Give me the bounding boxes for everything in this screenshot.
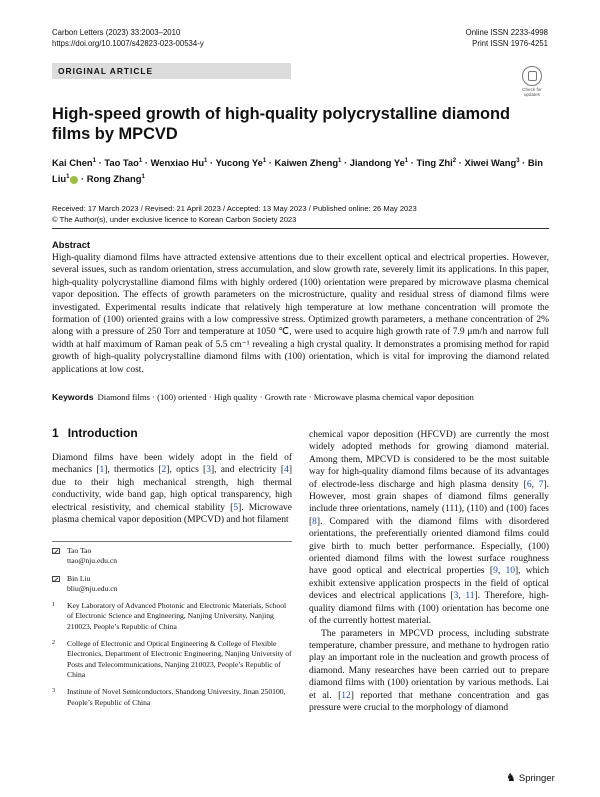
contact-email[interactable]: bliu@nju.edu.cn — [67, 583, 118, 593]
corresponding-author — [52, 546, 292, 567]
author-name: Kai Chen — [52, 157, 93, 169]
orcid-icon[interactable] — [70, 176, 78, 184]
abstract-heading: Abstract — [52, 239, 91, 250]
affiliation-marker: 1 — [138, 158, 143, 164]
affiliation-text: Key Laboratory of Advanced Photonic and Electronic Materials, School of Electronic Science and Engineering, Nanjing University, Nanjing 210023, People’s Republic of China — [67, 601, 287, 631]
citation-link[interactable]: 10 — [505, 566, 515, 577]
section-title: Introduction — [67, 426, 138, 440]
publisher-logo — [506, 771, 555, 784]
header-divider — [52, 228, 549, 229]
envelope-icon — [52, 576, 60, 582]
citation-link[interactable]: 6 — [526, 479, 532, 490]
affiliation — [52, 639, 292, 680]
author-name: Yucong Ye — [215, 157, 263, 169]
citation-link[interactable]: 5 — [233, 502, 239, 513]
affiliation-text: Institute of Novel Semiconductors, Shandong University, Jinan 250100, People’s Republic of China — [67, 687, 286, 707]
affiliation-marker: 1 — [338, 158, 342, 164]
running-header-left — [52, 27, 204, 49]
intro-paragraph-1: chemical vapor deposition (HFCVD) are currently the most widely adopted methods for growing diamond material. Among them, MPCVD is considered to be the most suitable way for high-quality diamond films because of its advantages of electrode-less discharge and high plasma density [6, 7]. However, most grain shapes of diamond films generally include three orientations, namely (111), (110) and (100) faces [8]. Compared with the diamond films with disordered orientations, the preferentially oriented diamond films could give birth to much better performance. Especially, (100) oriented diamond films with the lowest surface roughness have good optical and electrical properties [9, 10], which exhibit extensive application prospects in the field of optical devices and electrical applications [3, 11]. Therefore, high-quality diamond films with (100) orientation has become one of the currently hottest material. — [309, 430, 550, 627]
citation-link[interactable]: 3 — [453, 591, 459, 602]
author-name: Xiwei Wang — [464, 157, 517, 169]
citation-link[interactable]: 7 — [538, 479, 544, 490]
affiliation-text: College of Electronic and Optical Engineering & College of Flexible Electronics, Department of Electronic Engineering, Nanjing University of Posts and Telecommunications, Nanjing 210023, People’s Republic of China — [67, 639, 292, 679]
copyright-line: © The Author(s), under exclusive licence to Korean Carbon Society 2023 — [52, 215, 297, 224]
citation-link[interactable]: 2 — [161, 465, 167, 476]
author-name: Ting Zhi — [416, 157, 453, 169]
citation-link[interactable]: 9 — [493, 566, 498, 577]
affiliation-marker: 1 — [92, 158, 96, 164]
journal-citation: Carbon Letters (2023) 33:2003–2010 — [52, 28, 181, 37]
article-dates — [52, 203, 417, 225]
online-issn: Online ISSN 2233-4998 — [465, 28, 548, 37]
affiliation — [52, 601, 292, 632]
check-for-updates-badge[interactable] — [515, 66, 549, 96]
affiliation-marker: 2 — [452, 158, 457, 164]
keywords-label: Keywords — [52, 392, 94, 402]
author-name: Kaiwen Zheng — [274, 157, 339, 169]
running-header-right — [466, 27, 548, 49]
citation-link[interactable]: 8 — [312, 516, 317, 527]
author-name: Wenxiao Hu — [150, 157, 205, 169]
citation-link[interactable]: 3 — [206, 465, 211, 476]
affiliation-marker: 1 — [66, 174, 70, 181]
author-name: Bin Liu — [52, 157, 543, 185]
intro-paragraph-2: The parameters in MPCVD process, including substrate temperature, chamber pressure, and methane to hydrogen ratio play an important role in the nucleation and growth process of diamond. Many researches have been carried out to prepare diamond films with (100) orientation by various methods. Lai et al. [12] reported that methane concentration and gas pressure were crucial to the morphology of diamond — [309, 628, 549, 713]
author-list: Kai Chen$^1$ · Tao Tao$^1$ · Wenxiao $Hu^1$ · Yucong $Ye^1$ · Kaiwen Zheng$^1$ · Jiandong $Ye^1$ · Ting Zhi$^2$ · Xiwei Wang$^3$ · Bin Liu$^1$ · Rong Zhang$^1$ — [52, 157, 543, 185]
citation-link[interactable]: 12 — [341, 690, 351, 701]
affiliation-number: 1 — [52, 602, 55, 609]
affiliation-number: 3 — [52, 688, 55, 695]
affiliation-marker: 3 — [516, 158, 520, 164]
article-type-banner: ORIGINAL ARTICLE — [52, 63, 291, 79]
citation-link[interactable]: 11 — [465, 591, 475, 602]
affiliation-marker: 1 — [204, 158, 208, 164]
check-updates-icon — [522, 66, 542, 86]
contact-name: Tao Tao — [67, 546, 92, 555]
contact-name: Bin Liu — [67, 573, 91, 583]
doi-link[interactable]: https://doi.org/10.1007/s42823-023-00534-y — [52, 39, 204, 48]
corresponding-author — [52, 574, 292, 595]
section-number: 1 — [52, 426, 59, 440]
affiliation-marker: 1 — [141, 174, 145, 181]
contact-email[interactable]: ttao@nju.edu.cn — [67, 556, 118, 566]
affiliation-marker: 1 — [404, 158, 409, 164]
print-issn: Print ISSN 1976-4251 — [472, 39, 548, 48]
intro-column-right — [309, 429, 549, 714]
author-name: Jiandong Ye — [349, 157, 405, 169]
abstract-text: High-quality diamond films have attracted extensive attentions due to their excellent optical and electrical properties. However, several issues, such as random orientation, stress accumulation, and slow growth rate, severely limit its applications. In this paper, high-quality polycrystalline diamond films with highly ordered (100) orientation were prepared by microwave plasma chemical vapor deposition. The effects of growth parameters on the microstructure, quality and residual stress of diamond films were investigated. Experimental results indicate that relatively high temperature at low methane concentration will promote the formation of (100) oriented grains with a low compressive stress. Optimized growth parameters, a methane concentration of 2% along with a pressure of 250 Torr and temperature at 1050 ℃, were used to acquire high growth rate of 7.9 μm/h and narrow full width at half maximum of Raman peak of 5.5 cm⁻¹ revealing a high crystal quality. It demonstrates a promising method for rapid growth of high-quality polycrystalline diamond films with (100) orientation, which is vital for improving the diamond related applications at low cost. — [52, 253, 549, 375]
author-name: Rong Zhang — [86, 173, 142, 185]
affiliation-number: 2 — [52, 640, 55, 647]
publisher-name: Springer — [518, 773, 555, 784]
footnote-divider — [52, 541, 292, 542]
citation-link[interactable]: 1 — [99, 465, 105, 476]
keywords-text: Diamond films · (100) oriented · High quality · Growth rate · Microwave plasma chemical vapor deposition — [97, 392, 474, 402]
footnotes — [52, 546, 292, 715]
envelope-icon — [52, 548, 60, 554]
citation-link[interactable]: 4 — [284, 465, 289, 476]
affiliation-marker: 1 — [262, 158, 267, 164]
check-updates-label: Check for updates — [522, 87, 542, 97]
affiliation — [52, 687, 292, 708]
history-dates: Received: 17 March 2023 / Revised: 21 April 2023 / Accepted: 13 May 2023 / Published online: 26 May 2023 — [52, 204, 417, 213]
author-name: Tao Tao — [104, 157, 139, 169]
article-title: High-speed growth of high-quality polycrystalline diamond films by MPCVD — [52, 105, 511, 143]
keywords-line — [52, 391, 549, 403]
springer-horse-icon: ♞ — [506, 772, 516, 784]
intro-column-left: Diamond films have been widely adopt in the field of mechanics [1], thermotics [2], optics [3], and electricity [4] due to their high mechanical strength, high thermal conductivity, wide band gap, high optical transparency, high electrical resistivity, and chemical stability [5]. Microwave plasma chemical vapor deposition (MPCVD) and hot filament — [52, 453, 292, 526]
section-heading-introduction — [52, 426, 138, 440]
